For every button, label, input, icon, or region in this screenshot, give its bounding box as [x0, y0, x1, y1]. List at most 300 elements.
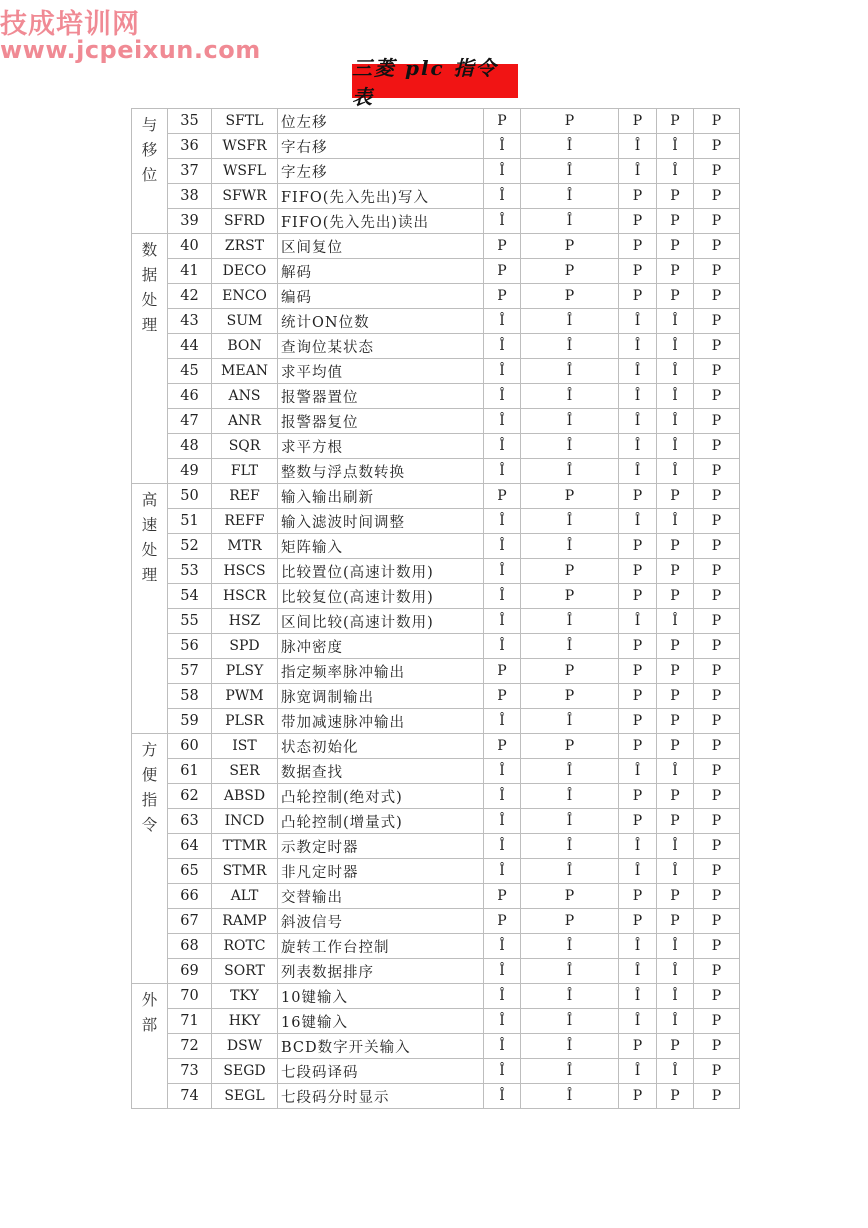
instruction-mnemonic: DSW	[212, 1034, 278, 1059]
support-mark: Î	[521, 959, 619, 984]
support-mark: P	[619, 284, 657, 309]
table-row	[132, 134, 740, 159]
category-char: 高	[141, 491, 158, 509]
instruction-description: 矩阵输入	[278, 534, 484, 559]
instruction-number: 67	[168, 909, 212, 934]
table-row	[132, 409, 740, 434]
instruction-mnemonic: WSFR	[212, 134, 278, 159]
instruction-description: 区间复位	[278, 234, 484, 259]
table-row	[132, 434, 740, 459]
instruction-mnemonic: ENCO	[212, 284, 278, 309]
support-mark: Î	[484, 934, 521, 959]
instruction-mnemonic: HKY	[212, 1009, 278, 1034]
table-row	[132, 809, 740, 834]
instruction-description: 整数与浮点数转换	[278, 459, 484, 484]
support-mark: Î	[484, 709, 521, 734]
support-mark: P	[694, 359, 740, 384]
instruction-number: 70	[168, 984, 212, 1009]
support-mark: Î	[619, 409, 657, 434]
table-row	[132, 709, 740, 734]
instruction-mnemonic: ALT	[212, 884, 278, 909]
instruction-description: 查询位某状态	[278, 334, 484, 359]
category-char: 与	[141, 116, 158, 134]
support-mark: P	[619, 584, 657, 609]
instruction-description: BCD数字开关输入	[278, 1034, 484, 1059]
instruction-mnemonic: PLSY	[212, 659, 278, 684]
support-mark: Î	[657, 459, 694, 484]
support-mark: P	[657, 634, 694, 659]
instruction-mnemonic: ZRST	[212, 234, 278, 259]
support-mark: P	[657, 734, 694, 759]
instruction-description: 求平均值	[278, 359, 484, 384]
support-mark: P	[521, 484, 619, 509]
support-mark: P	[619, 784, 657, 809]
instruction-mnemonic: SORT	[212, 959, 278, 984]
table-row	[132, 459, 740, 484]
instruction-mnemonic: SFRD	[212, 209, 278, 234]
support-mark: Î	[484, 434, 521, 459]
instruction-number: 73	[168, 1059, 212, 1084]
support-mark: P	[657, 234, 694, 259]
instruction-mnemonic: ROTC	[212, 934, 278, 959]
support-mark: Î	[521, 159, 619, 184]
support-mark: Î	[521, 984, 619, 1009]
support-mark: P	[521, 284, 619, 309]
support-mark: Î	[521, 759, 619, 784]
support-mark: Î	[619, 859, 657, 884]
support-mark: P	[619, 709, 657, 734]
support-mark: P	[694, 334, 740, 359]
category-cell	[132, 484, 168, 734]
support-mark: P	[521, 659, 619, 684]
support-mark: P	[694, 134, 740, 159]
support-mark: P	[657, 809, 694, 834]
instruction-description: 凸轮控制(绝对式)	[278, 784, 484, 809]
instruction-description: 输入输出刷新	[278, 484, 484, 509]
instruction-description: 10键输入	[278, 984, 484, 1009]
instruction-description: FIFO(先入先出)写入	[278, 184, 484, 209]
instruction-mnemonic: HSCR	[212, 584, 278, 609]
support-mark: Î	[657, 509, 694, 534]
support-mark: P	[521, 234, 619, 259]
support-mark: Î	[484, 1084, 521, 1109]
support-mark: P	[694, 459, 740, 484]
support-mark: Î	[657, 359, 694, 384]
support-mark: P	[484, 734, 521, 759]
support-mark: P	[484, 659, 521, 684]
support-mark: Î	[657, 609, 694, 634]
instruction-number: 55	[168, 609, 212, 634]
support-mark: P	[694, 584, 740, 609]
instruction-number: 53	[168, 559, 212, 584]
instruction-number: 72	[168, 1034, 212, 1059]
support-mark: P	[694, 859, 740, 884]
instruction-number: 56	[168, 634, 212, 659]
support-mark: Î	[619, 359, 657, 384]
support-mark: P	[619, 1034, 657, 1059]
category-char: 位	[141, 166, 158, 184]
support-mark: P	[484, 884, 521, 909]
support-mark: Î	[521, 534, 619, 559]
table-row	[132, 1034, 740, 1059]
support-mark: Î	[657, 159, 694, 184]
instruction-mnemonic: HSCS	[212, 559, 278, 584]
instruction-description: 字左移	[278, 159, 484, 184]
instruction-mnemonic: MEAN	[212, 359, 278, 384]
instruction-description: 七段码译码	[278, 1059, 484, 1084]
support-mark: Î	[657, 759, 694, 784]
instruction-number: 37	[168, 159, 212, 184]
support-mark: P	[484, 284, 521, 309]
table-row	[132, 834, 740, 859]
instruction-mnemonic: TTMR	[212, 834, 278, 859]
support-mark: P	[484, 909, 521, 934]
support-mark: Î	[657, 834, 694, 859]
support-mark: Î	[484, 534, 521, 559]
support-mark: P	[694, 109, 740, 134]
instruction-mnemonic: SEGD	[212, 1059, 278, 1084]
support-mark: Î	[657, 934, 694, 959]
category-char: 方	[141, 741, 158, 759]
support-mark: P	[694, 634, 740, 659]
support-mark: Î	[484, 359, 521, 384]
table-row	[132, 309, 740, 334]
support-mark: Î	[484, 984, 521, 1009]
instruction-number: 65	[168, 859, 212, 884]
support-mark: Î	[657, 959, 694, 984]
category-char: 理	[141, 566, 158, 584]
table-row	[132, 884, 740, 909]
support-mark: Î	[521, 184, 619, 209]
support-mark: P	[484, 234, 521, 259]
instruction-mnemonic: SQR	[212, 434, 278, 459]
instruction-mnemonic: ABSD	[212, 784, 278, 809]
support-mark: P	[619, 534, 657, 559]
table-row	[132, 1059, 740, 1084]
support-mark: P	[694, 959, 740, 984]
support-mark: Î	[521, 434, 619, 459]
instruction-description: 报警器置位	[278, 384, 484, 409]
instruction-mnemonic: SUM	[212, 309, 278, 334]
instruction-mnemonic: PWM	[212, 684, 278, 709]
table-row	[132, 534, 740, 559]
instruction-mnemonic: STMR	[212, 859, 278, 884]
support-mark: Î	[521, 459, 619, 484]
table-row	[132, 509, 740, 534]
support-mark: P	[619, 909, 657, 934]
instruction-number: 66	[168, 884, 212, 909]
table-row	[132, 284, 740, 309]
instruction-number: 36	[168, 134, 212, 159]
support-mark: P	[657, 534, 694, 559]
instruction-mnemonic: SEGL	[212, 1084, 278, 1109]
support-mark: Î	[484, 634, 521, 659]
table-row	[132, 209, 740, 234]
table-row	[132, 1084, 740, 1109]
support-mark: P	[521, 109, 619, 134]
support-mark: P	[657, 184, 694, 209]
instruction-number: 46	[168, 384, 212, 409]
instruction-mnemonic: RAMP	[212, 909, 278, 934]
document-title: 三菱 plc 指令表	[352, 64, 518, 98]
support-mark: P	[694, 734, 740, 759]
support-mark: Î	[484, 384, 521, 409]
support-mark: Î	[619, 159, 657, 184]
table-row	[132, 634, 740, 659]
support-mark: P	[619, 259, 657, 284]
table-row	[132, 859, 740, 884]
category-char: 移	[141, 141, 158, 159]
support-mark: Î	[484, 184, 521, 209]
support-mark: Î	[657, 1059, 694, 1084]
category-cell	[132, 234, 168, 484]
support-mark: Î	[619, 459, 657, 484]
support-mark: P	[694, 784, 740, 809]
instruction-description: 斜波信号	[278, 909, 484, 934]
instruction-mnemonic: SFWR	[212, 184, 278, 209]
instruction-mnemonic: SFTL	[212, 109, 278, 134]
support-mark: P	[619, 884, 657, 909]
support-mark: P	[619, 109, 657, 134]
support-mark: Î	[521, 509, 619, 534]
support-mark: Î	[484, 159, 521, 184]
instruction-description: 七段码分时显示	[278, 1084, 484, 1109]
table-row	[132, 484, 740, 509]
table-row	[132, 609, 740, 634]
support-mark: P	[619, 1084, 657, 1109]
support-mark: P	[657, 784, 694, 809]
support-mark: P	[694, 409, 740, 434]
support-mark: Î	[521, 1084, 619, 1109]
support-mark: P	[657, 659, 694, 684]
support-mark: P	[657, 584, 694, 609]
support-mark: Î	[657, 409, 694, 434]
instruction-mnemonic: SPD	[212, 634, 278, 659]
support-mark: P	[694, 884, 740, 909]
support-mark: Î	[521, 1059, 619, 1084]
support-mark: P	[694, 1034, 740, 1059]
instruction-number: 43	[168, 309, 212, 334]
instruction-description: 比较复位(高速计数用)	[278, 584, 484, 609]
support-mark: P	[484, 259, 521, 284]
support-mark: P	[694, 284, 740, 309]
instruction-number: 61	[168, 759, 212, 784]
instruction-description: 输入滤波时间调整	[278, 509, 484, 534]
support-mark: Î	[484, 409, 521, 434]
instruction-number: 63	[168, 809, 212, 834]
instruction-description: 旋转工作台控制	[278, 934, 484, 959]
instruction-mnemonic: MTR	[212, 534, 278, 559]
instruction-number: 48	[168, 434, 212, 459]
support-mark: Î	[657, 984, 694, 1009]
instruction-mnemonic: INCD	[212, 809, 278, 834]
category-char: 处	[141, 291, 158, 309]
instruction-description: FIFO(先入先出)读出	[278, 209, 484, 234]
instruction-mnemonic: BON	[212, 334, 278, 359]
instruction-description: 脉宽调制输出	[278, 684, 484, 709]
instruction-number: 58	[168, 684, 212, 709]
instruction-mnemonic: DECO	[212, 259, 278, 284]
instruction-description: 报警器复位	[278, 409, 484, 434]
support-mark: P	[657, 909, 694, 934]
instruction-description: 指定频率脉冲输出	[278, 659, 484, 684]
support-mark: Î	[521, 309, 619, 334]
instruction-mnemonic: WSFL	[212, 159, 278, 184]
instruction-mnemonic: REFF	[212, 509, 278, 534]
instruction-number: 45	[168, 359, 212, 384]
support-mark: P	[521, 684, 619, 709]
table-row	[132, 359, 740, 384]
support-mark: Î	[484, 834, 521, 859]
table-row	[132, 234, 740, 259]
instruction-table-body	[132, 109, 740, 1109]
support-mark: P	[694, 759, 740, 784]
table-row	[132, 334, 740, 359]
instruction-description: 位左移	[278, 109, 484, 134]
support-mark: Î	[619, 434, 657, 459]
support-mark: P	[694, 209, 740, 234]
support-mark: P	[694, 909, 740, 934]
instruction-number: 40	[168, 234, 212, 259]
table-row	[132, 959, 740, 984]
table-row	[132, 934, 740, 959]
support-mark: Î	[657, 434, 694, 459]
instruction-description: 字右移	[278, 134, 484, 159]
instruction-number: 51	[168, 509, 212, 534]
category-char: 令	[141, 816, 158, 834]
support-mark: Î	[484, 309, 521, 334]
category-char: 理	[141, 316, 158, 334]
support-mark: Î	[484, 809, 521, 834]
support-mark: Î	[484, 134, 521, 159]
support-mark: P	[521, 909, 619, 934]
support-mark: Î	[484, 784, 521, 809]
support-mark: P	[619, 734, 657, 759]
support-mark: Î	[521, 1034, 619, 1059]
instruction-number: 42	[168, 284, 212, 309]
support-mark: Î	[484, 334, 521, 359]
instruction-mnemonic: REF	[212, 484, 278, 509]
support-mark: P	[694, 809, 740, 834]
instruction-number: 39	[168, 209, 212, 234]
instruction-description: 比较置位(高速计数用)	[278, 559, 484, 584]
instruction-mnemonic: PLSR	[212, 709, 278, 734]
support-mark: Î	[619, 934, 657, 959]
support-mark: P	[694, 834, 740, 859]
table-row	[132, 109, 740, 134]
instruction-number: 69	[168, 959, 212, 984]
support-mark: P	[657, 259, 694, 284]
instruction-number: 50	[168, 484, 212, 509]
support-mark: P	[694, 684, 740, 709]
support-mark: Î	[619, 309, 657, 334]
support-mark: P	[694, 609, 740, 634]
support-mark: Î	[484, 584, 521, 609]
support-mark: P	[657, 884, 694, 909]
support-mark: P	[619, 234, 657, 259]
instruction-number: 62	[168, 784, 212, 809]
instruction-number: 44	[168, 334, 212, 359]
support-mark: P	[619, 659, 657, 684]
support-mark: P	[694, 559, 740, 584]
category-cell	[132, 984, 168, 1109]
table-row	[132, 559, 740, 584]
support-mark: P	[694, 709, 740, 734]
support-mark: P	[694, 934, 740, 959]
support-mark: Î	[484, 1059, 521, 1084]
instruction-description: 求平方根	[278, 434, 484, 459]
support-mark: P	[694, 659, 740, 684]
instruction-number: 57	[168, 659, 212, 684]
support-mark: Î	[619, 984, 657, 1009]
table-row	[132, 684, 740, 709]
instruction-description: 统计ON位数	[278, 309, 484, 334]
support-mark: Î	[484, 609, 521, 634]
support-mark: Î	[619, 134, 657, 159]
instruction-description: 带加减速脉冲输出	[278, 709, 484, 734]
support-mark: Î	[657, 384, 694, 409]
table-row	[132, 184, 740, 209]
support-mark: Î	[484, 559, 521, 584]
support-mark: P	[521, 584, 619, 609]
support-mark: P	[694, 434, 740, 459]
instruction-description: 状态初始化	[278, 734, 484, 759]
category-char: 速	[141, 516, 158, 534]
support-mark: P	[521, 559, 619, 584]
instruction-mnemonic: IST	[212, 734, 278, 759]
table-row	[132, 384, 740, 409]
support-mark: P	[694, 984, 740, 1009]
support-mark: P	[694, 1009, 740, 1034]
support-mark: P	[657, 709, 694, 734]
support-mark: Î	[619, 959, 657, 984]
support-mark: P	[521, 884, 619, 909]
support-mark: P	[657, 1084, 694, 1109]
category-char: 据	[141, 266, 158, 284]
category-char: 数	[141, 241, 158, 259]
support-mark: Î	[521, 334, 619, 359]
support-mark: Î	[521, 784, 619, 809]
support-mark: Î	[484, 209, 521, 234]
category-char: 外	[141, 991, 158, 1009]
support-mark: P	[657, 684, 694, 709]
support-mark: P	[619, 209, 657, 234]
instruction-number: 64	[168, 834, 212, 859]
support-mark: P	[521, 734, 619, 759]
table-row	[132, 909, 740, 934]
support-mark: Î	[484, 1009, 521, 1034]
support-mark: P	[657, 484, 694, 509]
instruction-number: 49	[168, 459, 212, 484]
instruction-description: 区间比较(高速计数用)	[278, 609, 484, 634]
support-mark: Î	[619, 834, 657, 859]
instruction-number: 54	[168, 584, 212, 609]
support-mark: Î	[521, 384, 619, 409]
instruction-number: 38	[168, 184, 212, 209]
instruction-mnemonic: ANR	[212, 409, 278, 434]
instruction-description: 脉冲密度	[278, 634, 484, 659]
support-mark: Î	[521, 834, 619, 859]
support-mark: Î	[619, 609, 657, 634]
support-mark: P	[657, 559, 694, 584]
support-mark: Î	[484, 509, 521, 534]
support-mark: Î	[484, 759, 521, 784]
category-char: 部	[141, 1016, 158, 1034]
instruction-mnemonic: ANS	[212, 384, 278, 409]
instruction-description: 16键输入	[278, 1009, 484, 1034]
instruction-number: 35	[168, 109, 212, 134]
support-mark: Î	[521, 634, 619, 659]
